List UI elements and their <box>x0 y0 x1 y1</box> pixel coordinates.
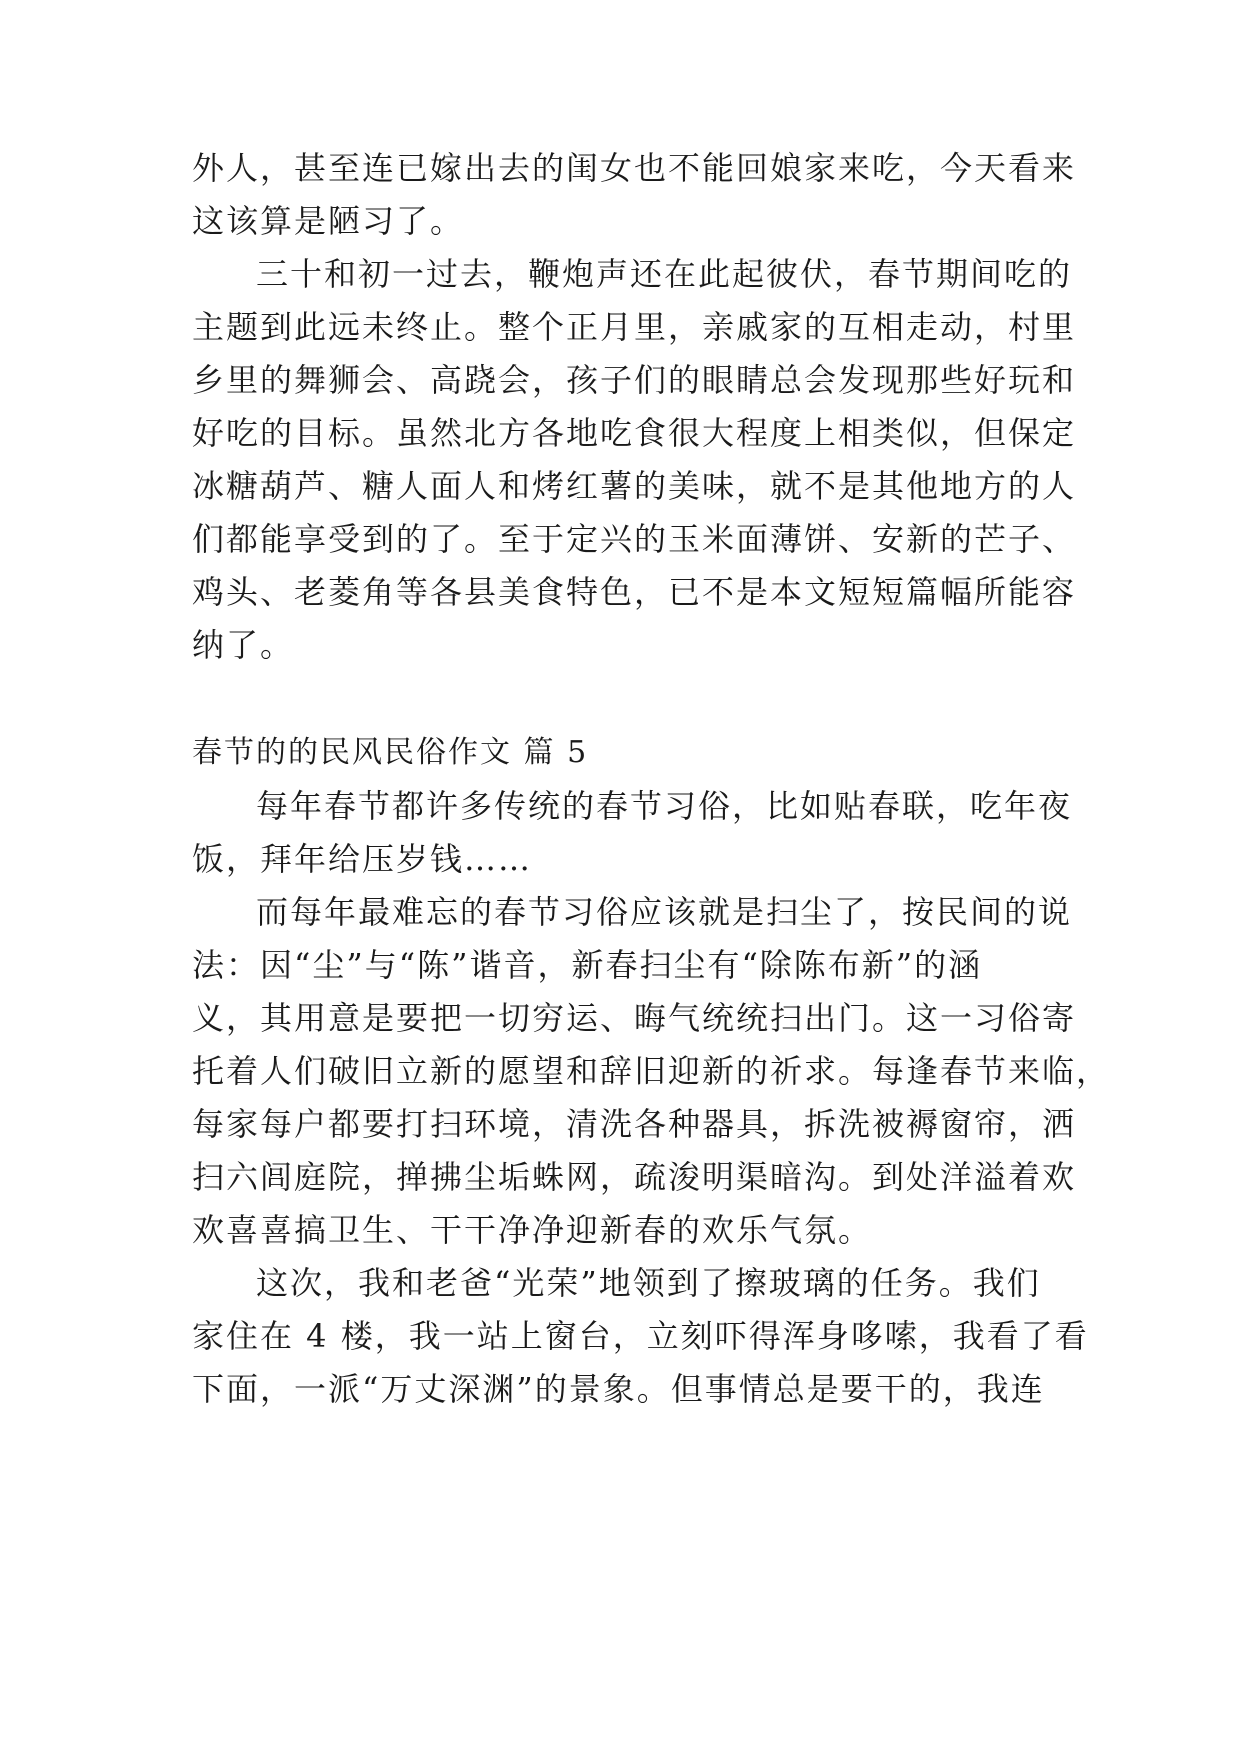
paragraph-1-line-2: 这该算是陋习了。 <box>192 202 465 240</box>
paragraph-4-line-1: 而每年最难忘的春节习俗应该就是扫尘了，按民间的说 <box>256 893 1073 931</box>
section-title: 春节的的民风民俗作文 篇 5 <box>192 735 589 770</box>
paragraph-2-line-8: 纳了。 <box>192 626 295 664</box>
paragraph-2-line-3: 乡里的舞狮会、高跷会，孩子们的眼睛总会发现那些好玩和 <box>192 361 1077 399</box>
paragraph-4-line-3: 义，其用意是要把一切穷运、晦气统统扫出门。这一习俗寄 <box>192 999 1077 1037</box>
paragraph-2-line-6: 们都能享受到的了。至于定兴的玉米面薄饼、安新的芒子、 <box>192 520 1077 558</box>
paragraph-1-line-1: 外人，甚至连已嫁出去的闺女也不能回娘家来吃，今天看来 <box>192 149 1077 187</box>
paragraph-4-line-5: 每家每户都要打扫环境，清洗各种器具，拆洗被褥窗帘，洒 <box>192 1105 1077 1143</box>
paragraph-5-line-3: 下面，一派“万丈深渊”的景象。但事情总是要干的，我连 <box>192 1370 1045 1408</box>
paragraph-5-line-2: 家住在 4 楼，我一站上窗台，立刻吓得浑身哆嗦，我看了看 <box>192 1317 1089 1355</box>
paragraph-3-line-1: 每年春节都许多传统的春节习俗，比如贴春联，吃年夜 <box>256 787 1073 825</box>
paragraph-4-line-4: 托着人们破旧立新的愿望和辞旧迎新的祈求。每逢春节来临， <box>192 1052 1111 1090</box>
paragraph-2-line-1: 三十和初一过去，鞭炮声还在此起彼伏，春节期间吃的 <box>256 255 1073 293</box>
paragraph-3-line-2: 饭，拜年给压岁钱…… <box>192 840 533 878</box>
paragraph-5-line-1: 这次，我和老爸“光荣”地领到了擦玻璃的任务。我们 <box>256 1264 1041 1302</box>
paragraph-4-line-2: 法：因“尘”与“陈”谐音，新春扫尘有“除陈布新”的涵 <box>192 946 983 984</box>
paragraph-2-line-7: 鸡头、老菱角等各县美食特色，已不是本文短短篇幅所能容 <box>192 573 1077 611</box>
paragraph-2-line-5: 冰糖葫芦、糖人面人和烤红薯的美味，就不是其他地方的人 <box>192 467 1077 505</box>
paragraph-4-line-7: 欢喜喜搞卫生、干干净净迎新春的欢乐气氛。 <box>192 1211 873 1249</box>
paragraph-2-line-4: 好吃的目标。虽然北方各地吃食很大程度上相类似，但保定 <box>192 414 1077 452</box>
paragraph-4-line-6: 扫六闾庭院，掸拂尘垢蛛网，疏浚明渠暗沟。到处洋溢着欢 <box>192 1158 1077 1196</box>
paragraph-2-line-2: 主题到此远未终止。整个正月里，亲戚家的互相走动，村里 <box>192 308 1077 346</box>
